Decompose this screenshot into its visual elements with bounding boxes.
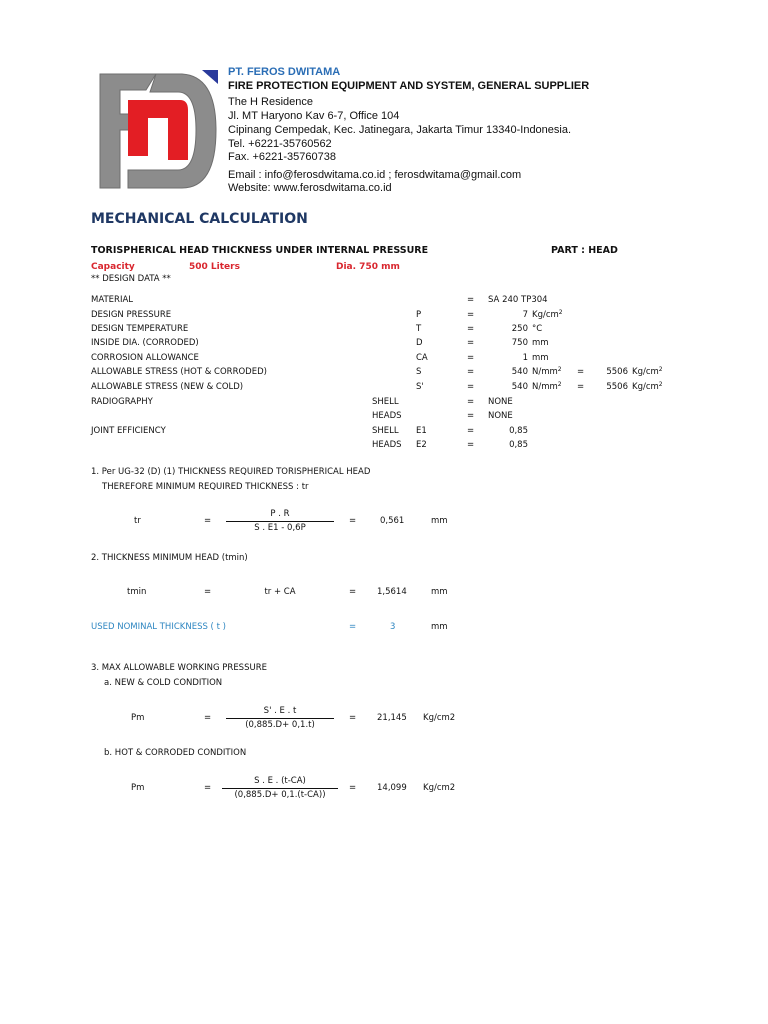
formula-unit: mm	[431, 516, 448, 526]
formula-numerator: P . R	[270, 509, 290, 519]
radiography-label: RADIOGRAPHY	[91, 397, 153, 407]
equals-sign: =	[204, 516, 212, 526]
equals-sign: =	[467, 310, 475, 320]
radiography-shell: SHELL	[372, 397, 399, 407]
design-row-symbol: P	[416, 310, 422, 320]
design-row-value: 250	[511, 324, 528, 334]
equals-sign: =	[349, 622, 357, 632]
equals-sign: =	[467, 411, 475, 421]
radiography-heads-value: NONE	[488, 411, 513, 421]
formula-lhs: Pm	[131, 713, 145, 723]
design-row-label: DESIGN PRESSURE	[91, 310, 172, 320]
radiography-shell-value: NONE	[488, 397, 513, 407]
capacity-label: Capacity	[91, 262, 135, 272]
step3b-heading: b. HOT & CORRODED CONDITION	[104, 748, 247, 758]
design-row-symbol: S	[416, 367, 422, 377]
formula-denominator: (0,885.D+ 0,1.t)	[245, 720, 315, 730]
design-row-label: ALLOWABLE STRESS (NEW & COLD)	[91, 382, 244, 392]
design-row-symbol: D	[416, 338, 423, 348]
joint-efficiency-label: JOINT EFFICIENCY	[91, 426, 166, 436]
design-row-symbol: T	[416, 324, 422, 334]
equals-sign: =	[467, 353, 475, 363]
joint-e2-value: 0,85	[509, 440, 528, 450]
design-row-value: 1	[522, 353, 528, 363]
used-thickness-value: 3	[390, 622, 396, 632]
equals-sign: =	[467, 426, 475, 436]
design-row-label: MATERIAL	[91, 295, 134, 305]
equals-sign: =	[467, 367, 475, 377]
design-row-label: CORROSION ALLOWANCE	[91, 353, 199, 363]
design-row-value: 540	[511, 382, 528, 392]
email: Email : info@ferosdwitama.co.id ; ferosdwitama@gmail.com	[228, 169, 522, 181]
design-row-unit: mm	[532, 353, 549, 363]
formula-expression: tr + CA	[264, 587, 296, 597]
step1-heading: 1. Per UG-32 (D) (1) THICKNESS REQUIRED TORISPHERICAL HEAD	[91, 467, 371, 477]
design-row-label: INSIDE DIA. (CORRODED)	[91, 338, 199, 348]
equals-sign: =	[577, 367, 585, 377]
formula-result: 1,5614	[377, 587, 407, 597]
design-row-unit: $Kg/cm^2$	[532, 309, 563, 320]
website: Website: www.ferosdwitama.co.id	[228, 182, 392, 194]
address-line-2: Jl. MT Haryono Kav 6-7, Office 104	[228, 110, 400, 122]
equals-sign: =	[467, 397, 475, 407]
address-line-3: Cipinang Cempedak, Kec. Jatinegara, Jakarta Timur 13340-Indonesia.	[228, 124, 572, 136]
equals-sign: =	[349, 516, 357, 526]
design-row-value: 540	[511, 367, 528, 377]
equals-sign: =	[204, 587, 212, 597]
design-data-heading: ** DESIGN DATA **	[91, 274, 171, 284]
equals-sign: =	[204, 783, 212, 793]
equals-sign: =	[467, 338, 475, 348]
capacity-value: 500 Liters	[189, 262, 240, 272]
fraction-bar	[226, 521, 334, 522]
used-thickness-unit: mm	[431, 622, 448, 632]
formula-unit: mm	[431, 587, 448, 597]
design-row-value-2: 5506	[606, 367, 628, 377]
step2-heading: 2. THICKNESS MINIMUM HEAD (tmin)	[91, 553, 248, 563]
design-row-unit: °C	[532, 324, 543, 334]
design-row-unit-2: $Kg/cm^2$	[632, 366, 663, 377]
equals-sign: =	[467, 382, 475, 392]
design-row-unit: mm	[532, 338, 549, 348]
equals-sign: =	[467, 440, 475, 450]
formula-result: 0,561	[380, 516, 405, 526]
formula-lhs: tmin	[127, 587, 147, 597]
design-row-unit: $N/mm^2$	[532, 381, 562, 392]
formula-lhs: tr	[134, 516, 141, 526]
formula-numerator: S . E . (t-CA)	[254, 776, 306, 786]
equals-sign: =	[467, 295, 475, 305]
formula-result: 21,145	[377, 713, 407, 723]
formula-unit: Kg/cm2	[423, 713, 456, 723]
equals-sign: =	[349, 587, 357, 597]
design-row-value-2: 5506	[606, 382, 628, 392]
part-label: PART : HEAD	[551, 245, 618, 256]
design-row-label: DESIGN TEMPERATURE	[91, 324, 189, 334]
formula-denominator: (0,885.D+ 0,1.(t-CA))	[234, 790, 326, 800]
joint-heads: HEADS	[372, 440, 402, 450]
used-thickness-label: USED NOMINAL THICKNESS ( t )	[91, 622, 226, 632]
design-row-symbol: S'	[416, 382, 424, 392]
design-row-value: 750	[511, 338, 528, 348]
equals-sign: =	[349, 783, 357, 793]
company-logo	[98, 70, 220, 192]
joint-shell: SHELL	[372, 426, 399, 436]
equals-sign: =	[349, 713, 357, 723]
radiography-heads: HEADS	[372, 411, 402, 421]
fax: Fax. +6221-35760738	[228, 151, 336, 163]
joint-e2: E2	[416, 440, 427, 450]
equals-sign: =	[577, 382, 585, 392]
step3a-heading: a. NEW & COLD CONDITION	[104, 678, 223, 688]
company-name: PT. FEROS DWITAMA	[228, 66, 341, 78]
step1-subheading: THEREFORE MINIMUM REQUIRED THICKNESS : tr	[102, 482, 309, 492]
equals-sign: =	[467, 324, 475, 334]
formula-numerator: S' . E . t	[263, 706, 297, 716]
joint-e1-value: 0,85	[509, 426, 528, 436]
phone: Tel. +6221-35760562	[228, 138, 332, 150]
company-tagline: FIRE PROTECTION EQUIPMENT AND SYSTEM, GENERAL SUPPLIER	[228, 80, 590, 92]
page-title: MECHANICAL CALCULATION	[91, 211, 308, 227]
fraction-bar	[222, 788, 338, 789]
diameter: Dia. 750 mm	[336, 262, 400, 272]
design-row-symbol: CA	[416, 353, 428, 363]
design-row-value: SA 240 TP304	[488, 295, 548, 305]
design-row-unit-2: $Kg/cm^2$	[632, 381, 663, 392]
formula-denominator: S . E1 - 0,6P	[254, 523, 306, 533]
equals-sign: =	[204, 713, 212, 723]
fraction-bar	[226, 718, 334, 719]
section-subtitle: TORISPHERICAL HEAD THICKNESS UNDER INTERNAL PRESSURE	[91, 245, 429, 256]
joint-e1: E1	[416, 426, 427, 436]
formula-lhs: Pm	[131, 783, 145, 793]
formula-unit: Kg/cm2	[423, 783, 456, 793]
design-row-label: ALLOWABLE STRESS (HOT & CORRODED)	[91, 367, 267, 377]
step3-heading: 3. MAX ALLOWABLE WORKING PRESSURE	[91, 663, 267, 673]
design-row-value: 7	[522, 310, 528, 320]
address-line-1: The H Residence	[228, 96, 313, 108]
formula-result: 14,099	[377, 783, 407, 793]
design-row-unit: $N/mm^2$	[532, 366, 562, 377]
